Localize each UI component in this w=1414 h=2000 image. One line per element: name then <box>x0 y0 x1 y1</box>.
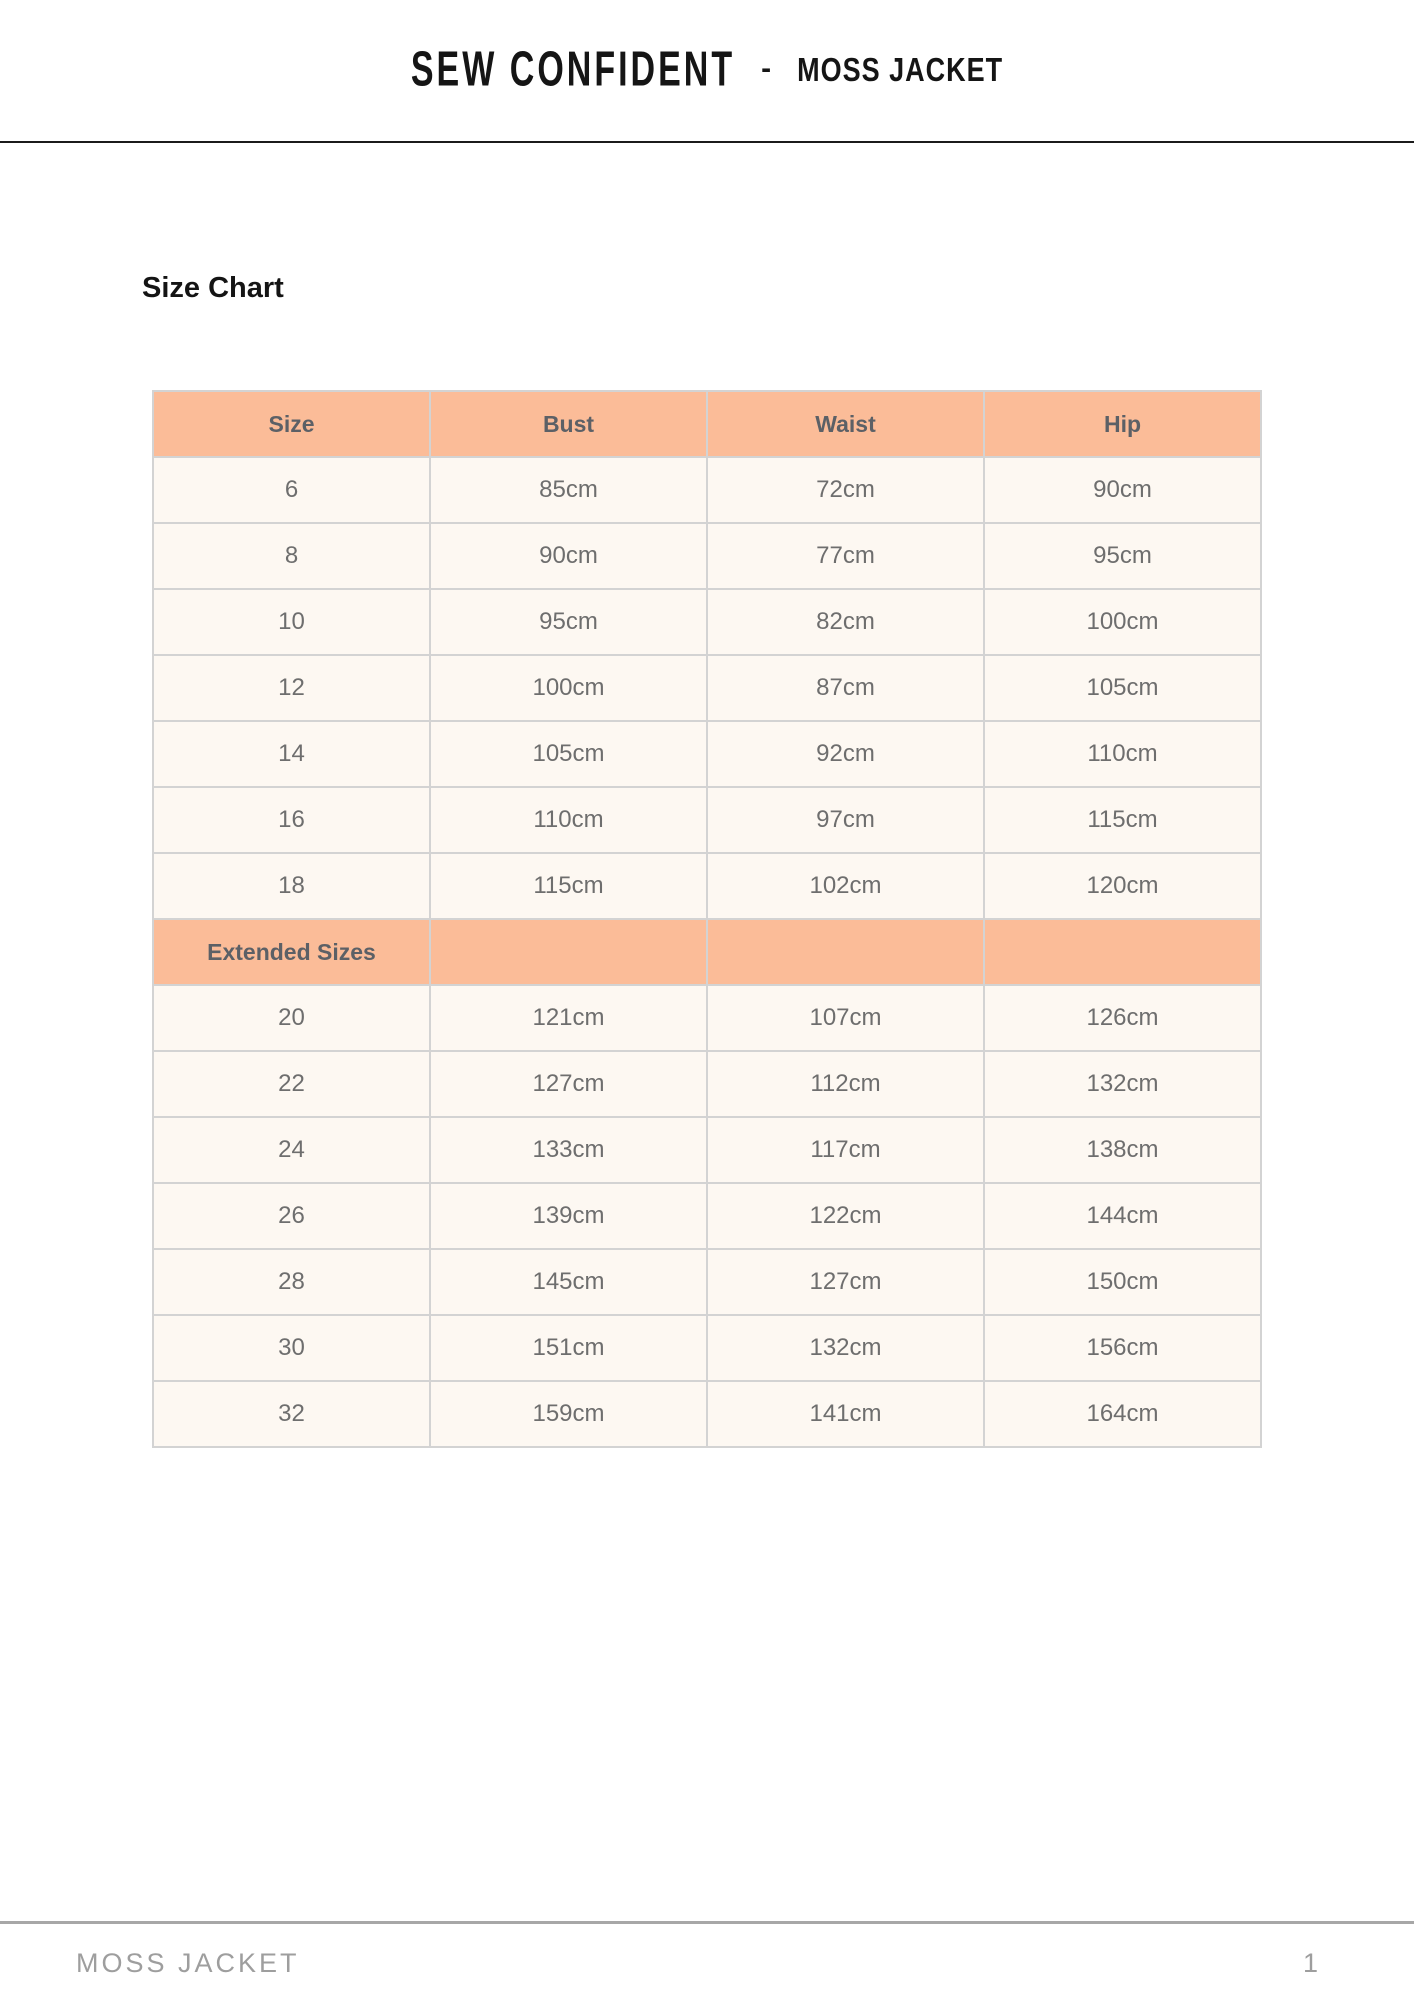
waist-cell: 141cm <box>707 1381 984 1447</box>
waist-cell: 97cm <box>707 787 984 853</box>
hip-cell: 132cm <box>984 1051 1261 1117</box>
bust-cell: 139cm <box>430 1183 707 1249</box>
table-row <box>153 655 1261 721</box>
size-chart-table <box>152 390 1262 1448</box>
table-row <box>153 457 1261 523</box>
table-row <box>153 1117 1261 1183</box>
waist-cell: 132cm <box>707 1315 984 1381</box>
table-row <box>153 589 1261 655</box>
table-row <box>153 1051 1261 1117</box>
hip-cell: 100cm <box>984 589 1261 655</box>
bust-cell: 127cm <box>430 1051 707 1117</box>
bust-cell: 115cm <box>430 853 707 919</box>
hip-cell: 144cm <box>984 1183 1261 1249</box>
footer-page-number: 1 <box>1302 1948 1318 1978</box>
table-row <box>153 985 1261 1051</box>
hip-cell: 115cm <box>984 787 1261 853</box>
size-cell: 12 <box>153 655 430 721</box>
waist-cell: 107cm <box>707 985 984 1051</box>
hip-column-header: Hip <box>984 391 1261 457</box>
waist-cell: 117cm <box>707 1117 984 1183</box>
size-chart-title: Size Chart <box>142 272 284 304</box>
empty-cell <box>984 919 1261 985</box>
waist-cell: 92cm <box>707 721 984 787</box>
hip-cell: 95cm <box>984 523 1261 589</box>
bust-cell: 110cm <box>430 787 707 853</box>
size-cell: 14 <box>153 721 430 787</box>
size-column-header: Size <box>153 391 430 457</box>
size-cell: 26 <box>153 1183 430 1249</box>
size-cell: 32 <box>153 1381 430 1447</box>
waist-cell: 82cm <box>707 589 984 655</box>
waist-cell: 122cm <box>707 1183 984 1249</box>
page-header <box>0 0 1414 143</box>
table-row <box>153 1315 1261 1381</box>
size-cell: 10 <box>153 589 430 655</box>
table-row <box>153 1249 1261 1315</box>
empty-cell <box>707 919 984 985</box>
bust-cell: 90cm <box>430 523 707 589</box>
page-footer <box>0 1921 1414 1979</box>
waist-cell: 72cm <box>707 457 984 523</box>
hip-cell: 150cm <box>984 1249 1261 1315</box>
size-cell: 8 <box>153 523 430 589</box>
footer-pattern-name: MOSS JACKET <box>76 1948 300 1978</box>
table-row <box>153 523 1261 589</box>
bust-cell: 85cm <box>430 457 707 523</box>
waist-cell: 77cm <box>707 523 984 589</box>
hip-cell: 110cm <box>984 721 1261 787</box>
waist-column-header: Waist <box>707 391 984 457</box>
extended-sizes-label: Extended Sizes <box>153 919 430 985</box>
brand-name: SEW CONFIDENT <box>410 42 736 98</box>
extended-sizes-row <box>153 919 1261 985</box>
footer-content <box>0 1924 1414 1979</box>
empty-cell <box>430 919 707 985</box>
table-row <box>153 721 1261 787</box>
size-cell: 28 <box>153 1249 430 1315</box>
bust-cell: 121cm <box>430 985 707 1051</box>
pattern-name: MOSS JACKET <box>797 51 1004 89</box>
bust-cell: 159cm <box>430 1381 707 1447</box>
bust-cell: 95cm <box>430 589 707 655</box>
table-row <box>153 1183 1261 1249</box>
hip-cell: 105cm <box>984 655 1261 721</box>
waist-cell: 127cm <box>707 1249 984 1315</box>
bust-column-header: Bust <box>430 391 707 457</box>
header-separator-dash: - <box>761 51 772 85</box>
size-cell: 16 <box>153 787 430 853</box>
waist-cell: 102cm <box>707 853 984 919</box>
table-row <box>153 853 1261 919</box>
hip-cell: 164cm <box>984 1381 1261 1447</box>
hip-cell: 156cm <box>984 1315 1261 1381</box>
table-row <box>153 1381 1261 1447</box>
bust-cell: 100cm <box>430 655 707 721</box>
size-cell: 24 <box>153 1117 430 1183</box>
table-header <box>153 391 1261 457</box>
hip-cell: 120cm <box>984 853 1261 919</box>
table-body <box>153 457 1261 1447</box>
waist-cell: 87cm <box>707 655 984 721</box>
size-cell: 30 <box>153 1315 430 1381</box>
hip-cell: 138cm <box>984 1117 1261 1183</box>
size-cell: 6 <box>153 457 430 523</box>
size-cell: 22 <box>153 1051 430 1117</box>
bust-cell: 133cm <box>430 1117 707 1183</box>
table-row <box>153 787 1261 853</box>
bust-cell: 105cm <box>430 721 707 787</box>
size-cell: 18 <box>153 853 430 919</box>
header-row <box>153 391 1261 457</box>
hip-cell: 90cm <box>984 457 1261 523</box>
hip-cell: 126cm <box>984 985 1261 1051</box>
size-cell: 20 <box>153 985 430 1051</box>
bust-cell: 145cm <box>430 1249 707 1315</box>
waist-cell: 112cm <box>707 1051 984 1117</box>
bust-cell: 151cm <box>430 1315 707 1381</box>
